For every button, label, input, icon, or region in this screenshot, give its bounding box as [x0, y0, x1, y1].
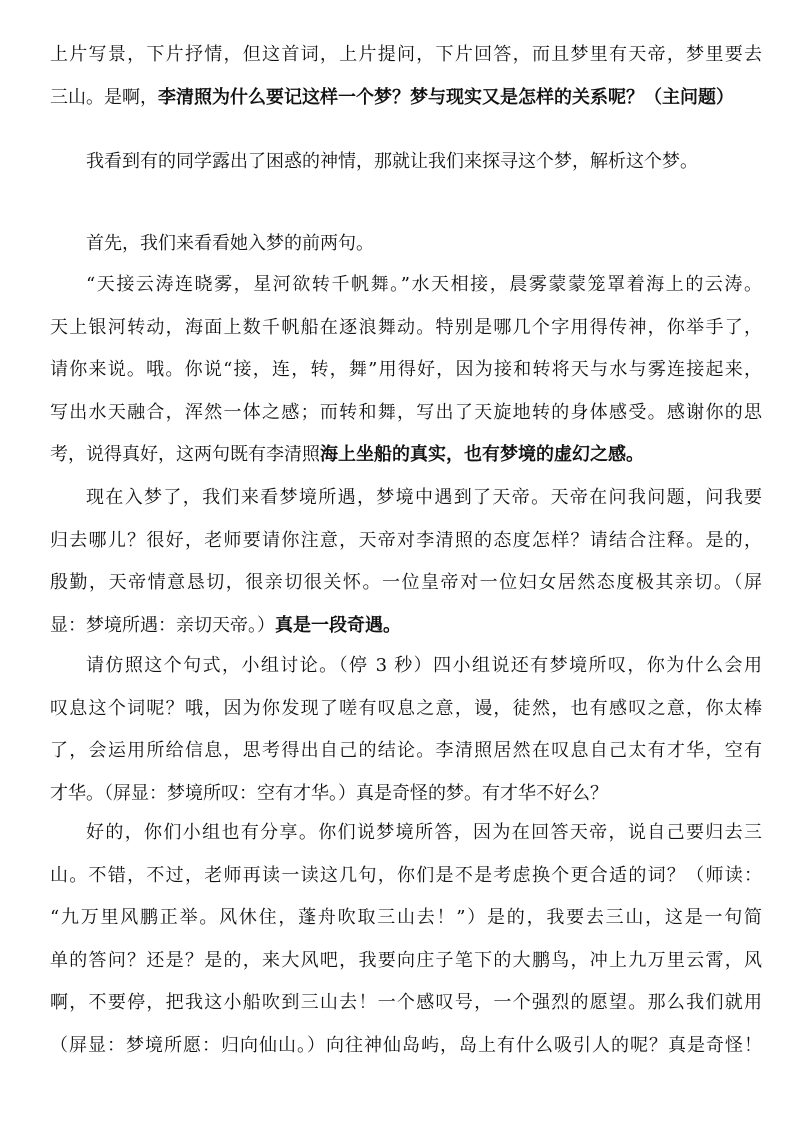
- text-segment: 考，说得真好，这两句既有李清照: [50, 444, 320, 466]
- text-line: 现在入梦了，我们来看梦境所遇，梦境中遇到了天帝。天帝在问我问题，问我要: [86, 487, 762, 508]
- text-line: [50, 77, 762, 120]
- paragraph-1: [50, 34, 762, 119]
- text-line: 才华。（屏显：梦境所叹：空有才华。）真是奇怪的梦。有才华不好么？: [50, 782, 608, 804]
- paragraph-2: 我看到有的同学露出了困惑的神情，那就让我们来探寻这个梦，解析这个梦。: [86, 151, 698, 172]
- text-line: 叹息这个词呢？哦，因为你发现了嗟有叹息之意，谩，徒然，也有感叹之意，你太棒: [50, 697, 762, 719]
- text-line: 单的答问？还是？是的，来大风吧，我要向庄子笔下的大鹏鸟，冲上九万里云霄，风: [50, 949, 762, 971]
- text-line: [50, 434, 762, 477]
- main-question-bold: 李清照为什么要记这样一个梦？梦与现实又是怎样的关系呢？（主问题）: [158, 86, 734, 108]
- paragraph-7: [50, 812, 762, 1068]
- text-line: 请仿照这个句式，小组讨论。（停 3 秒）四小组说还有梦境所叹，你为什么会用: [86, 655, 762, 676]
- text-line: 写出水天融合，浑然一体之感；而转和舞，写出了天旋地转的身体感受。感谢你的思: [50, 401, 762, 423]
- text-line: “九万里风鹏正举。风休住，蓬舟吹取三山去！”）是的，我要去三山，这是一句简: [50, 907, 762, 929]
- text-line: 归去哪儿？很好，老师要请你注意，天帝对李清照的态度怎样？请结合注释。是的，: [50, 529, 762, 551]
- text-segment: 三山。是啊，: [50, 86, 158, 108]
- text-line: 殷勤，天帝情意恳切，很亲切很关怀。一位皇帝对一位妇女居然态度极其亲切。（屏: [50, 572, 762, 594]
- text-segment: 显：梦境所遇：亲切天帝。）: [50, 614, 275, 636]
- text-line: 啊，不要停，把我这小船吹到三山去！一个感叹号，一个强烈的愿望。那么我们就用: [50, 992, 762, 1014]
- text-line: 请你来说。哦。你说“接，连，转，舞”用得好，因为接和转将天与水与雾连接起来，: [50, 359, 762, 381]
- text-line: 天上银河转动，海面上数千帆船在逐浪舞动。特别是哪几个字用得传神，你举手了，: [50, 316, 762, 338]
- emphasis-bold: 海上坐船的真实，也有梦境的虚幻之感。: [320, 444, 644, 466]
- paragraph-4: [50, 264, 762, 477]
- text-line: “天接云涛连晓雾，星河欲转千帆舞。”水天相接，晨雾蒙蒙笼罩着海上的云涛。: [86, 274, 762, 295]
- emphasis-bold: 真是一段奇遇。: [275, 614, 401, 636]
- text-line: 了，会运用所给信息，思考得出自己的结论。李清照居然在叹息自己太有才华，空有: [50, 740, 762, 762]
- paragraph-5: [50, 477, 762, 647]
- text-line: 好的，你们小组也有分享。你们说梦境所答，因为在回答天帝，说自己要归去三: [86, 822, 762, 843]
- text-line: 上片写景，下片抒情，但这首词，上片提问，下片回答，而且梦里有天帝，梦里要去: [50, 44, 762, 65]
- paragraph-3: 首先，我们来看看她入梦的前两句。: [86, 233, 374, 254]
- text-line: （屏显：梦境所愿：归向仙山。）向往神仙岛屿，岛上有什么吸引人的呢？真是奇怪！: [50, 1034, 762, 1056]
- text-line: 山。不错，不过，老师再读一读这几句，你们是不是考虑换个更合适的词？（师读：: [50, 864, 762, 886]
- text-line: [50, 605, 762, 648]
- paragraph-6: [50, 645, 762, 815]
